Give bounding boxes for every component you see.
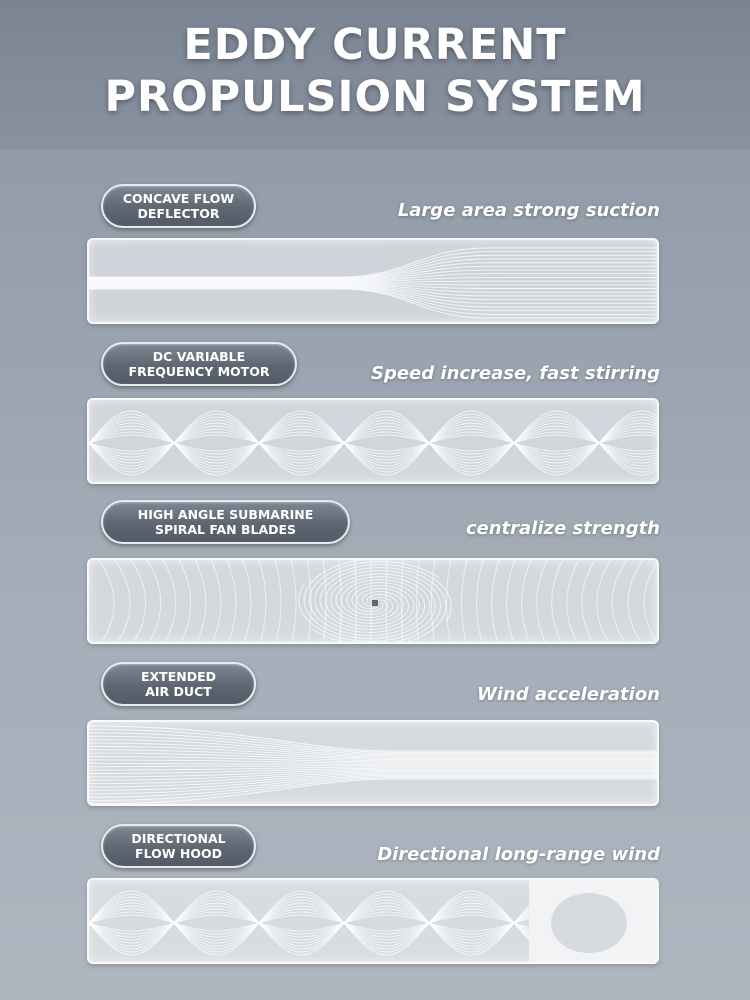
central-vortex-graphic: [89, 560, 659, 644]
panel-braided-waves: [87, 398, 659, 484]
flow-line: [89, 903, 529, 943]
flow-line: [89, 411, 659, 475]
flow-line: [644, 560, 659, 644]
badge-label-line-1: DC VARIABLE: [152, 349, 246, 364]
flow-line: [612, 560, 627, 644]
hood-nozzle-shape: [551, 893, 627, 953]
badge-concave-flow-deflector: [101, 184, 256, 228]
panel-converging-flow: [87, 238, 659, 324]
badge-dc-variable-frequency-motor: [101, 342, 297, 386]
flow-line: [211, 560, 221, 644]
panel-funnel-flow: [87, 720, 659, 806]
flow-line: [89, 906, 529, 940]
badge-label-line-1: CONCAVE FLOW: [122, 191, 235, 206]
flow-line: [446, 560, 451, 644]
flow-line: [275, 560, 281, 644]
flow-line: [243, 560, 251, 644]
flow-line: [89, 909, 529, 937]
flow-line: [291, 560, 296, 644]
flow-line: [179, 560, 191, 644]
flow-line: [131, 560, 146, 644]
panel-braided-waves-hood: [87, 878, 659, 964]
badge-high-angle-spiral-fan-blades: [101, 500, 350, 544]
flow-line: [115, 560, 130, 644]
badge-extended-air-duct: [101, 662, 256, 706]
flow-line: [522, 560, 531, 644]
flow-line: [320, 568, 446, 644]
tagline-large-area-strong-suction: Large area strong suction: [397, 200, 660, 221]
flow-line: [597, 560, 611, 644]
tagline-wind-acceleration: Wind acceleration: [476, 684, 660, 705]
vortex-center-icon: [372, 600, 378, 606]
badge-label-line-2: FLOW HOOD: [135, 846, 222, 861]
flow-line: [89, 909, 529, 937]
tagline-directional-long-range-wind: Directional long-range wind: [377, 844, 660, 865]
flow-line: [259, 560, 266, 644]
flow-line: [477, 560, 483, 644]
badge-label-line-1: HIGH ANGLE SUBMARINE: [137, 507, 314, 522]
flow-line: [492, 560, 499, 644]
flow-line: [99, 560, 114, 644]
funnel-flow-lines-graphic: [89, 722, 659, 806]
flow-line: [582, 560, 595, 644]
flow-line: [89, 778, 659, 801]
badge-label-line-2: FREQUENCY MOTOR: [128, 364, 270, 379]
page-title-line-1: EDDY CURRENT: [183, 20, 567, 70]
tagline-speed-increase: Speed increase, fast stirring: [370, 363, 660, 384]
flow-line: [195, 560, 206, 644]
flow-line: [89, 729, 659, 752]
badge-directional-flow-hood: [101, 824, 256, 868]
braided-waves-hood-graphic: [89, 880, 659, 964]
braided-waves-graphic: [89, 400, 659, 484]
flow-line: [567, 560, 579, 644]
badge-label-line-2: DEFLECTOR: [137, 206, 220, 221]
badge-label-line-1: DIRECTIONAL: [131, 831, 226, 846]
flow-line: [89, 906, 529, 940]
badge-label-line-2: AIR DUCT: [145, 684, 212, 699]
flow-line: [307, 560, 311, 644]
flow-line: [628, 560, 643, 644]
flow-line: [147, 560, 161, 644]
panel-central-vortex: [87, 558, 659, 644]
flow-line: [89, 903, 529, 943]
badge-label-line-2: SPIRAL FAN BLADES: [154, 522, 297, 537]
badge-label-line-1: EXTENDED: [141, 669, 216, 684]
flow-line: [163, 560, 176, 644]
converging-flow-lines-graphic: [89, 240, 659, 324]
tagline-centralize-strength: centralize strength: [465, 518, 660, 539]
flow-line: [227, 560, 236, 644]
flow-line: [507, 560, 515, 644]
flow-line: [461, 560, 467, 644]
flow-line: [552, 560, 563, 644]
flow-line: [537, 560, 547, 644]
page-title-line-2: PROPULSION SYSTEM: [104, 72, 646, 122]
